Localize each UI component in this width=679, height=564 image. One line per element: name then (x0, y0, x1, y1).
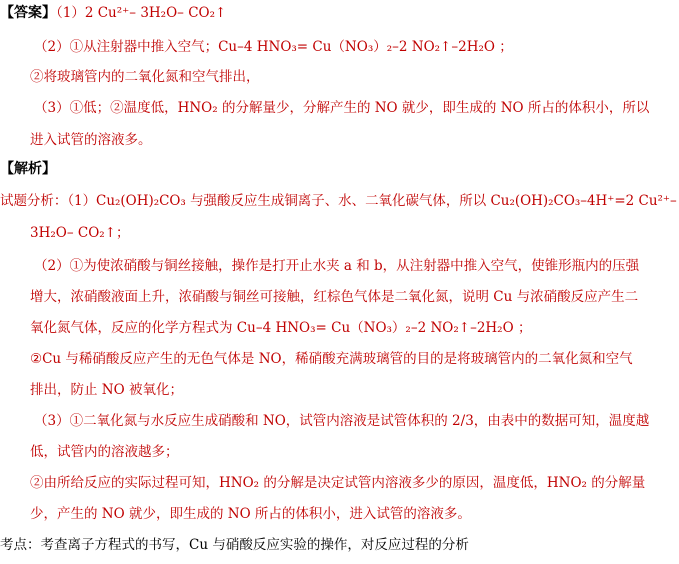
analysis-line-7: 排出，防止 NO 被氧化； (30, 382, 183, 398)
analysis-line-1: 试题分析：（1）Cu₂(OH)₂CO₃ 与强酸反应生成铜离子、水、二氧化碳气体，所以 Cu₂(OH)₂CO₃–4H⁺=2 Cu²⁺– (0, 193, 677, 209)
answer-line-1 (0, 4, 226, 22)
answer-line-5: 进入试管的溶液多。 (30, 132, 152, 148)
analysis-line-8: （3）①二氧化氮与水反应生成硝酸和 NO，试管内溶液是试管体积的 2/3，由表中的数据可知，温度越 (34, 413, 650, 429)
analysis-line-6: ②Cu 与稀硝酸反应产生的无色气体是 NO，稀硝酸充满玻璃管的目的是将玻璃管内的二氧化氮和空气 (30, 351, 633, 367)
analysis-line-3: （2）①为使浓硝酸与铜丝接触，操作是打开止水夹 a 和 b，从注射器中推入空气，使锥形瓶内的压强 (34, 258, 640, 274)
analysis-line-2: 3H₂O– CO₂↑； (30, 225, 130, 241)
analysis-line-9: 低，试管内的溶液越多； (30, 444, 179, 460)
analysis-line-5: 氧化氮气体，反应的化学方程式为 Cu–4 HNO₃= Cu（NO₃）₂–2 NO₂↑–2H₂O ； (30, 320, 532, 336)
analysis-line-10: ②由所给反应的实际过程可知，HNO₂ 的分解是决定试管内溶液多少的原因，温度低，HNO₂ 的分解量 (30, 475, 646, 491)
exam-point: 考点：考查离子方程式的书写，Cu 与硝酸反应实验的操作，对反应过程的分析 (0, 537, 469, 553)
analysis-line-4: 增大，浓硝酸液面上升，浓硝酸与铜丝可接触，红棕色气体是二氧化氮，说明 Cu 与浓硝酸反应产生二 (30, 289, 639, 305)
answer-text-1: （1）2 Cu²⁺– 3H₂O– CO₂↑ (56, 5, 227, 21)
answer-line-3: ②将玻璃管内的二氧化氮和空气排出， (30, 69, 260, 85)
analysis-line-11: 少，产生的 NO 就少，即生成的 NO 所占的体积小，进入试管的溶液多。 (30, 506, 471, 522)
answer-line-4: （3）①低；②温度低，HNO₂ 的分解量少，分解产生的 NO 就少，即生成的 NO 所占的体积小，所以 (34, 100, 650, 116)
analysis-header: 【解析】 (0, 161, 56, 177)
answer-header: 【答案】 (0, 5, 56, 21)
answer-line-2: （2）①从注射器中推入空气；Cu–4 HNO₃= Cu（NO₃）₂–2 NO₂↑–2H₂O ； (34, 39, 513, 55)
